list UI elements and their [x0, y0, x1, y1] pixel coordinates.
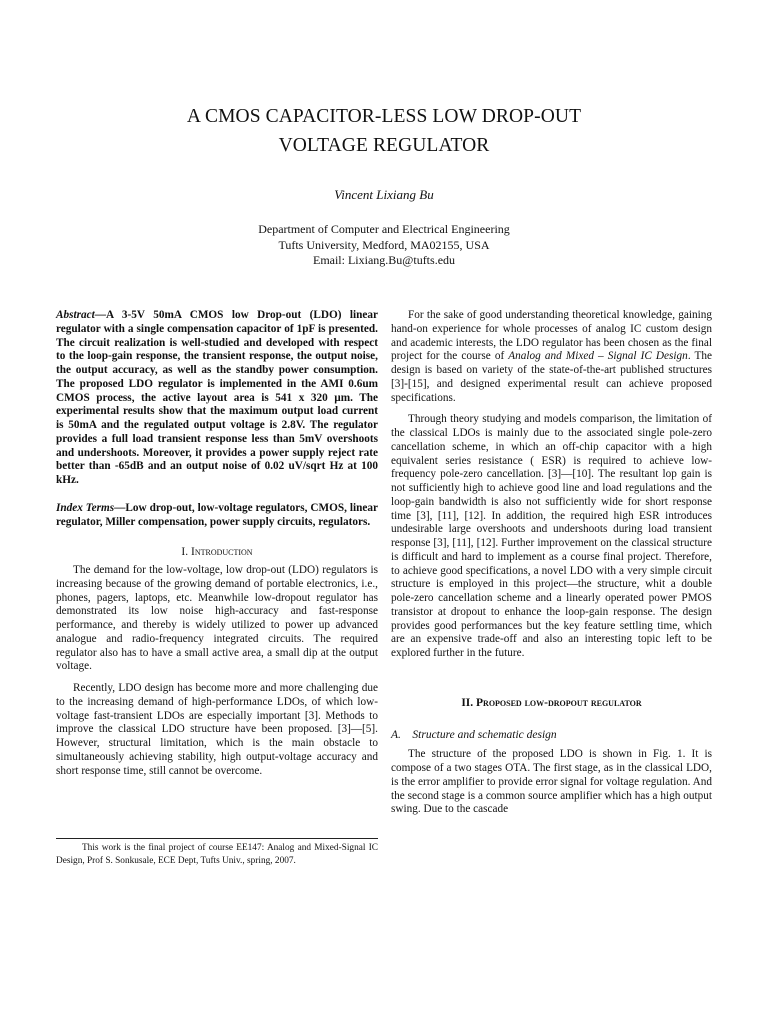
- section-1-heading: [56, 546, 378, 560]
- index-terms-label: Index Terms: [56, 501, 115, 514]
- abstract-text: —A 3-5V 50mA CMOS low Drop-out (LDO) linear regulator with a single compensation capacitor of 1pF is presented. The circuit realization is well-studied and developed with respect to the loop-gain response, the transient response, the output noise, the output accuracy, as well as the standby power consumption. The proposed LDO regulator is implemented in the AMI 0.6um CMOS process, the active layout area is 541 x 320 µm. The experimental results show that the maximum output load current is 50mA and the regulated output voltage is 2.8V. The regulator provides a full load transient response less than 5mV overshoots and undershoots. Moreover, it provides a power supply reject rate better than -65dB and an output noise of 0.02 uV/sqrt Hz at 100 kHz.: [56, 309, 378, 486]
- affiliation-email: Email: Lixiang.Bu@tufts.edu: [312, 253, 456, 267]
- abstract: [56, 309, 378, 488]
- subsection-a-heading: A. Structure and schematic design: [391, 728, 557, 741]
- section-2-heading: [391, 697, 712, 711]
- affiliation: [0, 222, 768, 269]
- footnote-text: This work is the final project of course EE147: Analog and Mixed-Signal IC Design, Prof S. Sonkusale, ECE Dept, Tufts Univ., spring, 2007.: [56, 843, 378, 866]
- index-terms: [56, 502, 378, 530]
- affiliation-university: Tufts University, Medford, MA02155, USA: [278, 237, 490, 252]
- affiliation-department: Department of Computer and Electrical Engineering: [258, 222, 510, 236]
- intro-paragraph-1: The demand for the low-voltage, low drop-out (LDO) regulators is increasing because of the growing demand of portable electronics, i.e., phones, pagers, laptops, etc. Meanwhile low-dropout regulator has demonstrated its low noise high-accuracy and fast-response performance, and thereby is widely utilized to power up advanced analogue and radio-frequency integrated circuits. The required regulator also has to have a small active area, a small dip at the output voltage.: [56, 564, 378, 673]
- abstract-label: Abstract: [56, 309, 95, 321]
- right-paragraph-2: Through theory studying and models comparison, the limitation of the classical LDOs is mainly due to the associated single pole-zero cancellation scheme, in which an off-chip capacitor with a high equivalent series resistance ( ESR) is required to achieve low-frequency pole-zero cancellation. [3]—[10]. The resultant lop gain is not sufficiently high to achieve good line and load regulations and the loop-gain bandwidth is also not sufficiently wide for short response time [3], [11], [12]. In addition, the required high ESR introduces undesirable large overshoots and undershoots during load transient response [3], [11], [12]. Further improvement on the classical structure is difficult and hard to implement as a course final project. Therefore, to achieve good specifications, a novel LDO with a very simple circuit structure is employed in this project—the structure, whit a double pole-zero cancellation scheme and a linearly operated power PMOS transistor at dropout to enhance the loop-gain response. The design provides good performances but the key feature settling time, which are an expensive trade-off and also an interesting topic left to be explored further in the future.: [391, 413, 712, 659]
- footnote: [56, 838, 378, 867]
- title-line-2: VOLTAGE REGULATOR: [278, 135, 490, 156]
- intro-paragraph-2: Recently, LDO design has become more and more challenging due to the increasing demand of high-performance LDOs, of which low-voltage fast-transient LDOs are especially important [3]. Methods to improve the classical LDO structure have been proposed. [3]—[5]. However, structural limitation, which is the main obstacle to simultaneously achieving stability, high output-voltage accuracy and short response time, still cannot be overcome.: [56, 682, 378, 777]
- right-paragraph-1: [391, 309, 712, 405]
- right-p1-part-b: . The design is based on variety of the state-of-the-art published structures [3]-[15], and designed experimental result can achieve proposed specifications.: [391, 350, 713, 404]
- paper-title: [0, 102, 768, 160]
- section-1-number: I.: [181, 546, 191, 559]
- course-name: Analog and Mixed – Signal IC Design: [508, 350, 688, 363]
- section-2-title: Proposed low-dropout regulator: [476, 696, 642, 709]
- index-terms-text: —Low drop-out, low-voltage regulators, CMOS, linear regulator, Miller compensation, power supply circuits, regulators.: [56, 501, 378, 528]
- right-column: [391, 309, 712, 817]
- right-paragraph-3: The structure of the proposed LDO is shown in Fig. 1. It is compose of a two stages OTA. The first stage, as in the classical LDO, is the error amplifier to provide error signal for voltage regulation. And the second stage is a common source amplifier which has a high output swing. Due to the cascade: [391, 748, 712, 816]
- section-1-title: Introduction: [190, 546, 253, 559]
- author-name: Vincent Lixiang Bu: [334, 187, 434, 202]
- left-column: [56, 309, 378, 778]
- title-line-1: A CMOS CAPACITOR-LESS LOW DROP-OUT: [186, 106, 582, 127]
- section-2-number: II.: [461, 696, 477, 709]
- right-p1-part-a: For the sake of good understanding theoretical knowledge, gaining hand-on experience for whole processes of analog IC custom design and academic interests, the LDO regulator has been chosen as the final project for the course of: [391, 309, 712, 363]
